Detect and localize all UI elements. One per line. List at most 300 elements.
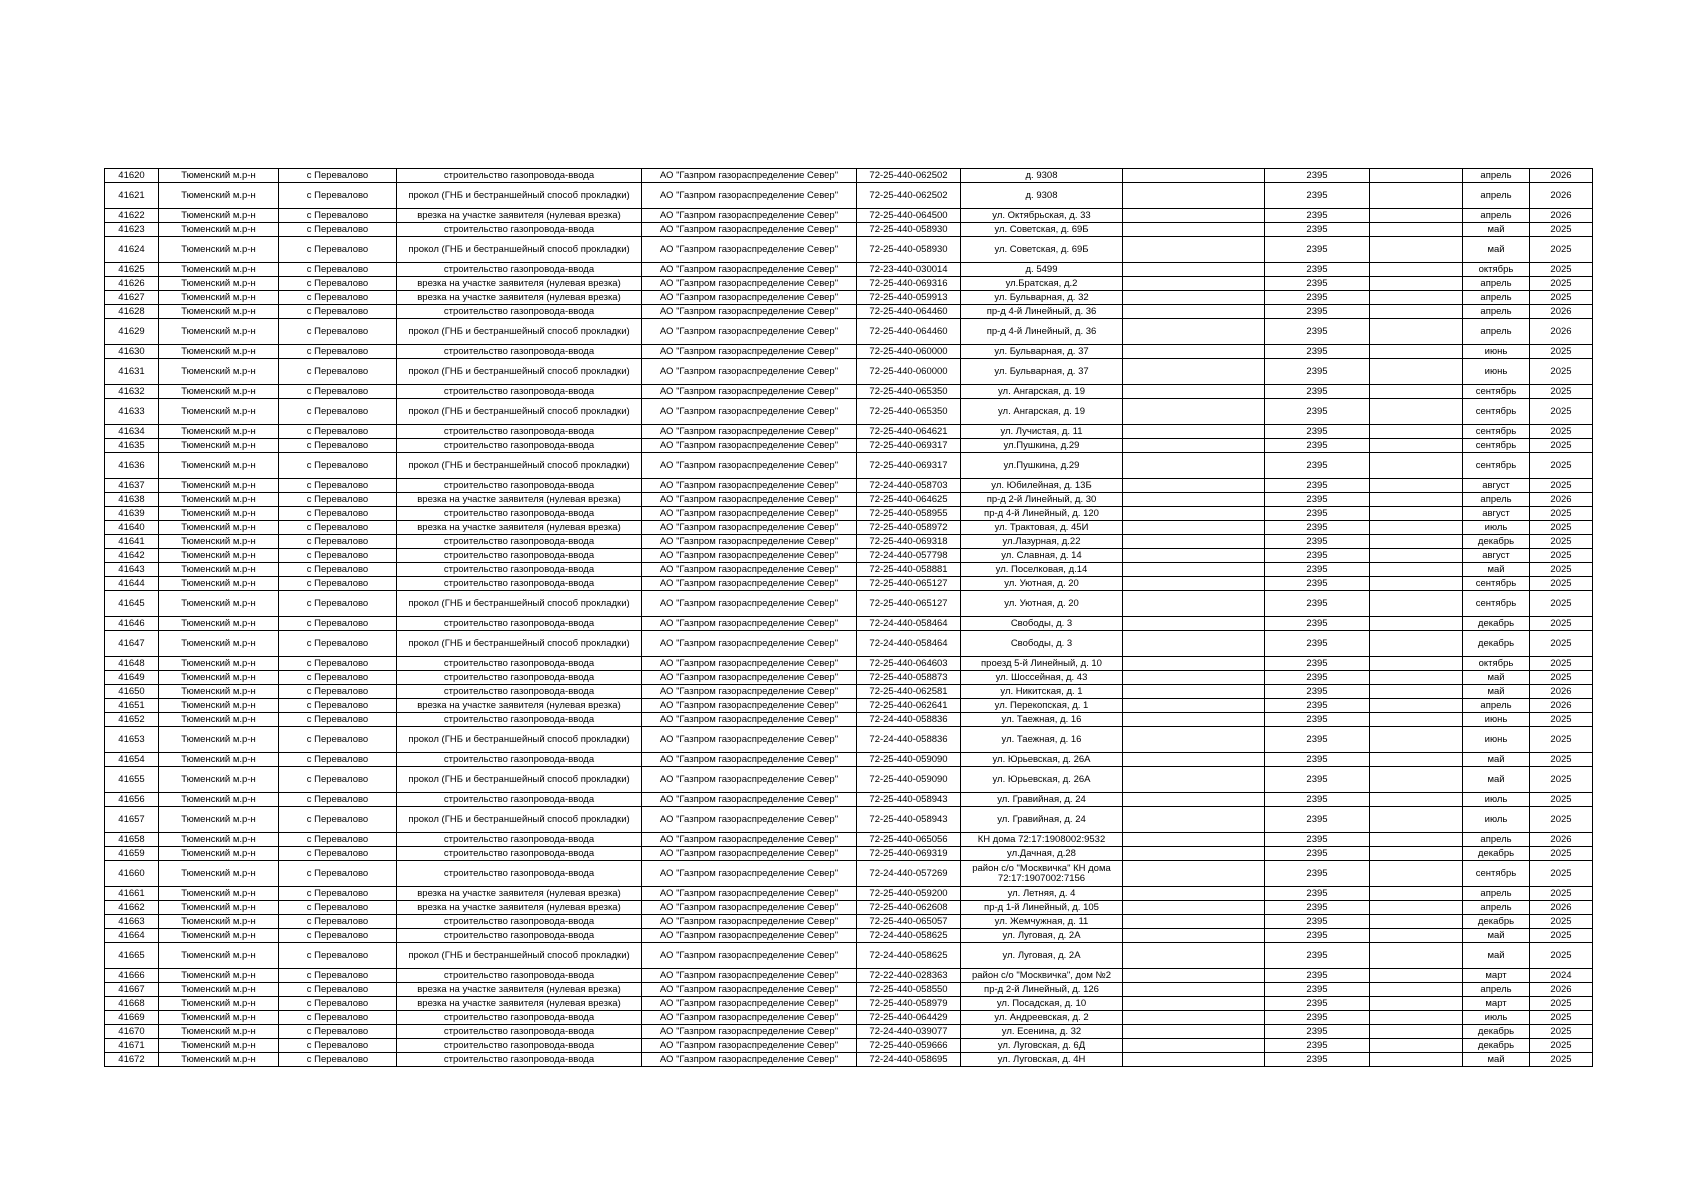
cadastral-number-cell: 72-25-440-059200 <box>857 887 961 901</box>
year-cell: 2025 <box>1530 591 1593 617</box>
work-type-cell: прокол (ГНБ и бестраншейный способ прокладки) <box>397 943 642 969</box>
settlement-cell: с Перевалово <box>279 183 397 209</box>
work-type-cell: строительство газопровода-ввода <box>397 223 642 237</box>
code-cell: 2395 <box>1265 359 1370 385</box>
district-cell: Тюменский м.р-н <box>159 425 279 439</box>
row-number-cell: 41626 <box>105 277 159 291</box>
empty-cell <box>1123 861 1265 887</box>
cadastral-number-cell: 72-24-440-039077 <box>857 1025 961 1039</box>
organization-cell: АО "Газпром газораспределение Север" <box>642 969 857 983</box>
cadastral-number-cell: 72-24-440-057798 <box>857 549 961 563</box>
year-cell: 2025 <box>1530 577 1593 591</box>
cadastral-number-cell: 72-24-440-058836 <box>857 727 961 753</box>
month-cell: апрель <box>1463 901 1530 915</box>
code-cell: 2395 <box>1265 549 1370 563</box>
organization-cell: АО "Газпром газораспределение Север" <box>642 563 857 577</box>
empty-cell <box>1123 713 1265 727</box>
empty-cell <box>1123 223 1265 237</box>
table-row <box>105 1025 1593 1039</box>
row-number-cell: 41653 <box>105 727 159 753</box>
month-cell: июнь <box>1463 359 1530 385</box>
empty-cell <box>1370 493 1463 507</box>
work-type-cell: строительство газопровода-ввода <box>397 535 642 549</box>
table-row <box>105 969 1593 983</box>
empty-cell <box>1123 847 1265 861</box>
district-cell: Тюменский м.р-н <box>159 535 279 549</box>
organization-cell: АО "Газпром газораспределение Север" <box>642 753 857 767</box>
cadastral-number-cell: 72-25-440-064460 <box>857 305 961 319</box>
organization-cell: АО "Газпром газораспределение Север" <box>642 807 857 833</box>
settlement-cell: с Перевалово <box>279 577 397 591</box>
organization-cell: АО "Газпром газораспределение Север" <box>642 399 857 425</box>
month-cell: апрель <box>1463 493 1530 507</box>
year-cell: 2025 <box>1530 727 1593 753</box>
year-cell: 2026 <box>1530 493 1593 507</box>
row-number-cell: 41632 <box>105 385 159 399</box>
work-type-cell: строительство газопровода-ввода <box>397 657 642 671</box>
table-row <box>105 305 1593 319</box>
year-cell: 2025 <box>1530 1025 1593 1039</box>
code-cell: 2395 <box>1265 1025 1370 1039</box>
table-row <box>105 1011 1593 1025</box>
district-cell: Тюменский м.р-н <box>159 577 279 591</box>
empty-cell <box>1123 631 1265 657</box>
address-cell: проезд 5-й Линейный, д. 10 <box>961 657 1123 671</box>
year-cell: 2025 <box>1530 521 1593 535</box>
code-cell: 2395 <box>1265 727 1370 753</box>
table-row <box>105 385 1593 399</box>
table-row <box>105 263 1593 277</box>
month-cell: май <box>1463 237 1530 263</box>
address-cell: ул. Юрьевская, д. 26А <box>961 767 1123 793</box>
empty-cell <box>1370 521 1463 535</box>
district-cell: Тюменский м.р-н <box>159 617 279 631</box>
month-cell: апрель <box>1463 305 1530 319</box>
empty-cell <box>1123 563 1265 577</box>
empty-cell <box>1370 479 1463 493</box>
settlement-cell: с Перевалово <box>279 237 397 263</box>
organization-cell: АО "Газпром газораспределение Север" <box>642 847 857 861</box>
empty-cell <box>1123 1011 1265 1025</box>
district-cell: Тюменский м.р-н <box>159 439 279 453</box>
settlement-cell: с Перевалово <box>279 969 397 983</box>
year-cell: 2025 <box>1530 359 1593 385</box>
year-cell: 2026 <box>1530 169 1593 183</box>
organization-cell: АО "Газпром газораспределение Север" <box>642 183 857 209</box>
organization-cell: АО "Газпром газораспределение Север" <box>642 671 857 685</box>
work-type-cell: строительство газопровода-ввода <box>397 793 642 807</box>
table-row <box>105 861 1593 887</box>
empty-cell <box>1370 319 1463 345</box>
work-type-cell: строительство газопровода-ввода <box>397 479 642 493</box>
address-cell: ул. Луговская, д. 4Н <box>961 1053 1123 1067</box>
organization-cell: АО "Газпром газораспределение Север" <box>642 169 857 183</box>
empty-cell <box>1123 399 1265 425</box>
organization-cell: АО "Газпром газораспределение Север" <box>642 943 857 969</box>
district-cell: Тюменский м.р-н <box>159 929 279 943</box>
settlement-cell: с Перевалово <box>279 319 397 345</box>
address-cell: ул. Бульварная, д. 32 <box>961 291 1123 305</box>
empty-cell <box>1370 767 1463 793</box>
year-cell: 2025 <box>1530 1011 1593 1025</box>
table-row <box>105 507 1593 521</box>
cadastral-number-cell: 72-25-440-065057 <box>857 915 961 929</box>
work-type-cell: врезка на участке заявителя (нулевая врезка) <box>397 291 642 305</box>
table-row <box>105 577 1593 591</box>
organization-cell: АО "Газпром газораспределение Север" <box>642 319 857 345</box>
empty-cell <box>1370 563 1463 577</box>
cadastral-number-cell: 72-25-440-065127 <box>857 577 961 591</box>
month-cell: декабрь <box>1463 1025 1530 1039</box>
empty-cell <box>1370 425 1463 439</box>
empty-cell <box>1123 753 1265 767</box>
row-number-cell: 41633 <box>105 399 159 425</box>
settlement-cell: с Перевалово <box>279 727 397 753</box>
cadastral-number-cell: 72-25-440-059666 <box>857 1039 961 1053</box>
table-row <box>105 997 1593 1011</box>
address-cell: пр-д 4-й Линейный, д. 120 <box>961 507 1123 521</box>
row-number-cell: 41644 <box>105 577 159 591</box>
settlement-cell: с Перевалово <box>279 767 397 793</box>
table-row <box>105 183 1593 209</box>
row-number-cell: 41648 <box>105 657 159 671</box>
year-cell: 2025 <box>1530 385 1593 399</box>
settlement-cell: с Перевалово <box>279 793 397 807</box>
code-cell: 2395 <box>1265 983 1370 997</box>
table-body <box>105 169 1593 1067</box>
month-cell: сентябрь <box>1463 425 1530 439</box>
row-number-cell: 41658 <box>105 833 159 847</box>
table-row <box>105 563 1593 577</box>
month-cell: сентябрь <box>1463 577 1530 591</box>
address-cell: ул. Луговая, д. 2А <box>961 943 1123 969</box>
code-cell: 2395 <box>1265 631 1370 657</box>
month-cell: декабрь <box>1463 631 1530 657</box>
code-cell: 2395 <box>1265 439 1370 453</box>
empty-cell <box>1123 535 1265 549</box>
cadastral-number-cell: 72-25-440-058550 <box>857 983 961 997</box>
table-row <box>105 807 1593 833</box>
organization-cell: АО "Газпром газораспределение Север" <box>642 929 857 943</box>
code-cell: 2395 <box>1265 507 1370 521</box>
cadastral-number-cell: 72-25-440-058979 <box>857 997 961 1011</box>
address-cell: ул. Таежная, д. 16 <box>961 727 1123 753</box>
settlement-cell: с Перевалово <box>279 479 397 493</box>
month-cell: август <box>1463 507 1530 521</box>
organization-cell: АО "Газпром газораспределение Север" <box>642 657 857 671</box>
work-type-cell: строительство газопровода-ввода <box>397 713 642 727</box>
year-cell: 2025 <box>1530 399 1593 425</box>
row-number-cell: 41645 <box>105 591 159 617</box>
address-cell: пр-д 2-й Линейный, д. 126 <box>961 983 1123 997</box>
row-number-cell: 41634 <box>105 425 159 439</box>
code-cell: 2395 <box>1265 887 1370 901</box>
address-cell: ул. Летняя, д. 4 <box>961 887 1123 901</box>
code-cell: 2395 <box>1265 1039 1370 1053</box>
empty-cell <box>1123 591 1265 617</box>
address-cell: ул. Жемчужная, д. 11 <box>961 915 1123 929</box>
district-cell: Тюменский м.р-н <box>159 753 279 767</box>
code-cell: 2395 <box>1265 699 1370 713</box>
work-type-cell: прокол (ГНБ и бестраншейный способ прокладки) <box>397 767 642 793</box>
address-cell: ул.Пушкина, д.29 <box>961 439 1123 453</box>
settlement-cell: с Перевалово <box>279 563 397 577</box>
organization-cell: АО "Газпром газораспределение Север" <box>642 617 857 631</box>
empty-cell <box>1123 685 1265 699</box>
settlement-cell: с Перевалово <box>279 833 397 847</box>
district-cell: Тюменский м.р-н <box>159 263 279 277</box>
organization-cell: АО "Газпром газораспределение Север" <box>642 385 857 399</box>
address-cell: пр-д 1-й Линейный, д. 105 <box>961 901 1123 915</box>
row-number-cell: 41659 <box>105 847 159 861</box>
year-cell: 2025 <box>1530 631 1593 657</box>
row-number-cell: 41661 <box>105 887 159 901</box>
organization-cell: АО "Газпром газораспределение Север" <box>642 887 857 901</box>
work-type-cell: врезка на участке заявителя (нулевая врезка) <box>397 493 642 507</box>
empty-cell <box>1370 901 1463 915</box>
address-cell: ул. Андреевская, д. 2 <box>961 1011 1123 1025</box>
settlement-cell: с Перевалово <box>279 753 397 767</box>
work-type-cell: строительство газопровода-ввода <box>397 1011 642 1025</box>
month-cell: июнь <box>1463 727 1530 753</box>
row-number-cell: 41641 <box>105 535 159 549</box>
table-row <box>105 929 1593 943</box>
district-cell: Тюменский м.р-н <box>159 699 279 713</box>
month-cell: июль <box>1463 793 1530 807</box>
table-row <box>105 887 1593 901</box>
organization-cell: АО "Газпром газораспределение Север" <box>642 493 857 507</box>
year-cell: 2026 <box>1530 305 1593 319</box>
cadastral-number-cell: 72-22-440-028363 <box>857 969 961 983</box>
empty-cell <box>1370 345 1463 359</box>
empty-cell <box>1123 943 1265 969</box>
year-cell: 2026 <box>1530 183 1593 209</box>
address-cell: ул. Бульварная, д. 37 <box>961 359 1123 385</box>
work-type-cell: прокол (ГНБ и бестраншейный способ прокладки) <box>397 807 642 833</box>
cadastral-number-cell: 72-24-440-058464 <box>857 617 961 631</box>
district-cell: Тюменский м.р-н <box>159 359 279 385</box>
organization-cell: АО "Газпром газораспределение Север" <box>642 291 857 305</box>
settlement-cell: с Перевалово <box>279 657 397 671</box>
district-cell: Тюменский м.р-н <box>159 1011 279 1025</box>
code-cell: 2395 <box>1265 237 1370 263</box>
work-type-cell: прокол (ГНБ и бестраншейный способ прокладки) <box>397 319 642 345</box>
empty-cell <box>1370 305 1463 319</box>
month-cell: апрель <box>1463 983 1530 997</box>
district-cell: Тюменский м.р-н <box>159 291 279 305</box>
code-cell: 2395 <box>1265 861 1370 887</box>
month-cell: июль <box>1463 807 1530 833</box>
month-cell: декабрь <box>1463 617 1530 631</box>
row-number-cell: 41629 <box>105 319 159 345</box>
row-number-cell: 41620 <box>105 169 159 183</box>
settlement-cell: с Перевалово <box>279 901 397 915</box>
empty-cell <box>1370 577 1463 591</box>
code-cell: 2395 <box>1265 385 1370 399</box>
code-cell: 2395 <box>1265 767 1370 793</box>
work-type-cell: строительство газопровода-ввода <box>397 563 642 577</box>
cadastral-number-cell: 72-24-440-058625 <box>857 929 961 943</box>
organization-cell: АО "Газпром газораспределение Север" <box>642 535 857 549</box>
organization-cell: АО "Газпром газораспределение Север" <box>642 591 857 617</box>
district-cell: Тюменский м.р-н <box>159 1025 279 1039</box>
empty-cell <box>1370 291 1463 305</box>
address-cell: ул.Пушкина, д.29 <box>961 453 1123 479</box>
district-cell: Тюменский м.р-н <box>159 685 279 699</box>
address-cell: ул. Посадская, д. 10 <box>961 997 1123 1011</box>
organization-cell: АО "Газпром газораспределение Север" <box>642 263 857 277</box>
address-cell: пр-д 2-й Линейный, д. 30 <box>961 493 1123 507</box>
empty-cell <box>1123 807 1265 833</box>
settlement-cell: с Перевалово <box>279 399 397 425</box>
organization-cell: АО "Газпром газораспределение Север" <box>642 453 857 479</box>
district-cell: Тюменский м.р-н <box>159 969 279 983</box>
work-type-cell: врезка на участке заявителя (нулевая врезка) <box>397 901 642 915</box>
district-cell: Тюменский м.р-н <box>159 319 279 345</box>
table-row <box>105 345 1593 359</box>
empty-cell <box>1123 1039 1265 1053</box>
row-number-cell: 41671 <box>105 1039 159 1053</box>
empty-cell <box>1370 263 1463 277</box>
empty-cell <box>1123 901 1265 915</box>
work-type-cell: строительство газопровода-ввода <box>397 1039 642 1053</box>
empty-cell <box>1370 535 1463 549</box>
empty-cell <box>1370 887 1463 901</box>
work-type-cell: строительство газопровода-ввода <box>397 439 642 453</box>
settlement-cell: с Перевалово <box>279 345 397 359</box>
settlement-cell: с Перевалово <box>279 263 397 277</box>
table-row <box>105 713 1593 727</box>
organization-cell: АО "Газпром газораспределение Север" <box>642 223 857 237</box>
organization-cell: АО "Газпром газораспределение Север" <box>642 507 857 521</box>
address-cell: ул. Лучистая, д. 11 <box>961 425 1123 439</box>
year-cell: 2025 <box>1530 915 1593 929</box>
month-cell: август <box>1463 479 1530 493</box>
table-row <box>105 617 1593 631</box>
address-cell: Свободы, д. 3 <box>961 631 1123 657</box>
row-number-cell: 41642 <box>105 549 159 563</box>
empty-cell <box>1123 305 1265 319</box>
month-cell: апрель <box>1463 183 1530 209</box>
cadastral-number-cell: 72-25-440-058943 <box>857 807 961 833</box>
code-cell: 2395 <box>1265 291 1370 305</box>
address-cell: ул. Уютная, д. 20 <box>961 591 1123 617</box>
empty-cell <box>1370 969 1463 983</box>
year-cell: 2024 <box>1530 969 1593 983</box>
table-row <box>105 847 1593 861</box>
month-cell: октябрь <box>1463 657 1530 671</box>
work-type-cell: строительство газопровода-ввода <box>397 847 642 861</box>
cadastral-number-cell: 72-25-440-062641 <box>857 699 961 713</box>
year-cell: 2025 <box>1530 657 1593 671</box>
cadastral-number-cell: 72-25-440-069316 <box>857 277 961 291</box>
district-cell: Тюменский м.р-н <box>159 277 279 291</box>
empty-cell <box>1123 617 1265 631</box>
code-cell: 2395 <box>1265 617 1370 631</box>
row-number-cell: 41643 <box>105 563 159 577</box>
year-cell: 2025 <box>1530 861 1593 887</box>
code-cell: 2395 <box>1265 753 1370 767</box>
year-cell: 2026 <box>1530 685 1593 699</box>
address-cell: ул. Есенина, д. 32 <box>961 1025 1123 1039</box>
empty-cell <box>1123 169 1265 183</box>
work-type-cell: прокол (ГНБ и бестраншейный способ прокладки) <box>397 631 642 657</box>
district-cell: Тюменский м.р-н <box>159 237 279 263</box>
empty-cell <box>1370 1011 1463 1025</box>
month-cell: апрель <box>1463 833 1530 847</box>
district-cell: Тюменский м.р-н <box>159 507 279 521</box>
code-cell: 2395 <box>1265 713 1370 727</box>
empty-cell <box>1123 793 1265 807</box>
empty-cell <box>1370 685 1463 699</box>
settlement-cell: с Перевалово <box>279 223 397 237</box>
code-cell: 2395 <box>1265 183 1370 209</box>
empty-cell <box>1123 183 1265 209</box>
table-row <box>105 983 1593 997</box>
organization-cell: АО "Газпром газораспределение Север" <box>642 713 857 727</box>
code-cell: 2395 <box>1265 1011 1370 1025</box>
code-cell: 2395 <box>1265 169 1370 183</box>
organization-cell: АО "Газпром газораспределение Север" <box>642 237 857 263</box>
district-cell: Тюменский м.р-н <box>159 1039 279 1053</box>
district-cell: Тюменский м.р-н <box>159 591 279 617</box>
month-cell: август <box>1463 549 1530 563</box>
organization-cell: АО "Газпром газораспределение Север" <box>642 209 857 223</box>
address-cell: ул. Уютная, д. 20 <box>961 577 1123 591</box>
organization-cell: АО "Газпром газораспределение Север" <box>642 1039 857 1053</box>
month-cell: апрель <box>1463 887 1530 901</box>
district-cell: Тюменский м.р-н <box>159 563 279 577</box>
empty-cell <box>1370 727 1463 753</box>
year-cell: 2026 <box>1530 833 1593 847</box>
empty-cell <box>1370 915 1463 929</box>
address-cell: ул. Советская, д. 69Б <box>961 223 1123 237</box>
row-number-cell: 41627 <box>105 291 159 305</box>
district-cell: Тюменский м.р-н <box>159 385 279 399</box>
empty-cell <box>1370 549 1463 563</box>
empty-cell <box>1123 425 1265 439</box>
year-cell: 2025 <box>1530 291 1593 305</box>
empty-cell <box>1123 671 1265 685</box>
work-type-cell: прокол (ГНБ и бестраншейный способ прокладки) <box>397 183 642 209</box>
month-cell: апрель <box>1463 291 1530 305</box>
cadastral-number-cell: 72-24-440-058836 <box>857 713 961 727</box>
district-cell: Тюменский м.р-н <box>159 345 279 359</box>
organization-cell: АО "Газпром газораспределение Север" <box>642 767 857 793</box>
settlement-cell: с Перевалово <box>279 549 397 563</box>
cadastral-number-cell: 72-25-440-064500 <box>857 209 961 223</box>
empty-cell <box>1370 453 1463 479</box>
code-cell: 2395 <box>1265 563 1370 577</box>
address-cell: ул. Никитская, д. 1 <box>961 685 1123 699</box>
table-row <box>105 767 1593 793</box>
year-cell: 2025 <box>1530 929 1593 943</box>
row-number-cell: 41624 <box>105 237 159 263</box>
settlement-cell: с Перевалово <box>279 507 397 521</box>
empty-cell <box>1370 399 1463 425</box>
table-row <box>105 1053 1593 1067</box>
month-cell: май <box>1463 671 1530 685</box>
address-cell: ул.Братская, д.2 <box>961 277 1123 291</box>
row-number-cell: 41651 <box>105 699 159 713</box>
code-cell: 2395 <box>1265 915 1370 929</box>
empty-cell <box>1123 277 1265 291</box>
address-cell: ул. Гравийная, д. 24 <box>961 807 1123 833</box>
row-number-cell: 41657 <box>105 807 159 833</box>
table-row <box>105 399 1593 425</box>
address-cell: ул. Октябрьская, д. 33 <box>961 209 1123 223</box>
cadastral-number-cell: 72-25-440-058930 <box>857 237 961 263</box>
